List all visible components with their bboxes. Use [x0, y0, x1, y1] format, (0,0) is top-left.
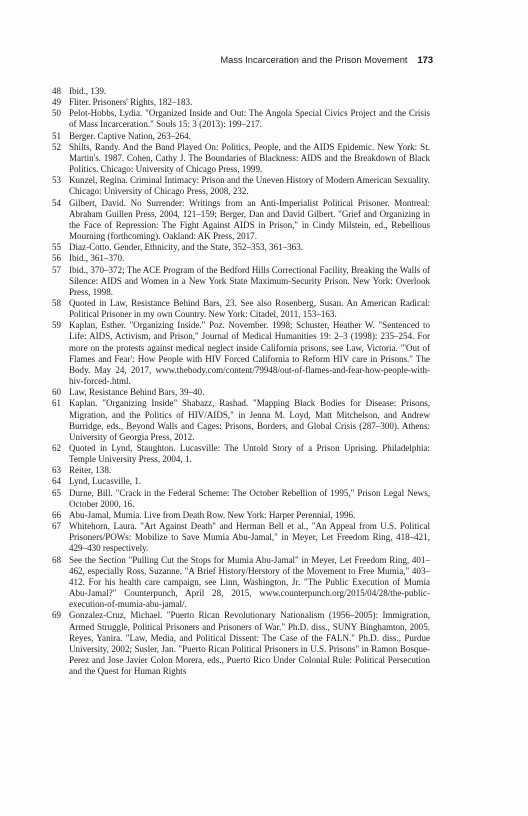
endnote-text: Durne, Bill. "Crack in the Federal Scheme: The October Rebellion of 1995," Prison Legal News, October 2000, 16.	[69, 487, 430, 509]
endnote-number: 64	[52, 476, 62, 487]
endnote	[52, 320, 430, 387]
endnote-number: 68	[52, 554, 62, 565]
endnote-text: Kaplan, Esther. "Organizing Inside." Poz. November. 1998; Schuster, Heather W. "Sentenced to Life: AIDS, Activism, and Prison," Journal of Medical Humanities 19: 2–3 (1998): 235–254. For more on the protests against medical neglect inside California prisons, see Law, Victoria. "'Out of Flames and Fear': How People with HIV Forced California to Reform HIV care in Prisons." The Body. May 24, 2017, www.thebody.com/content/79948/out-of-flames-and-fear-how-people-with-hiv-forced-.html.	[69, 320, 430, 387]
endnote-number: 67	[52, 521, 62, 532]
running-head	[60, 55, 433, 65]
endnote-text: Abu-Jamal, Mumia. Live from Death Row. New York: Harper Perennial, 1996.	[69, 509, 356, 520]
endnote-text: Whitehorn, Laura. "Art Against Death" and Herman Bell et al., "An Appeal from U.S. Political Prisoners/POWs: Mobilize to Save Mumia Abu-Jamal," in Meyer, Let Freedom Ring, 418–421, 429–430 respectively.	[69, 521, 430, 554]
endnote-number: 60	[52, 387, 62, 398]
endnote	[52, 521, 430, 554]
endnote-number: 57	[52, 264, 62, 275]
page-number: 173	[417, 55, 433, 65]
endnote-text: Diaz-Cotto. Gender, Ethnicity, and the State, 352–353, 361–363.	[69, 242, 303, 253]
endnote-number: 55	[52, 242, 62, 253]
endnote-text: Ibid., 370–372; The ACE Program of the Bedford Hills Correctional Facility, Breaking the Walls of Silence: AIDS and Women in a New York State Maximum-Security Prison. New York: Overlook Press, 1998.	[69, 264, 430, 297]
endnote	[52, 142, 430, 175]
endnote-text: Lynd, Lucasville, 1.	[69, 476, 142, 487]
endnote-number: 49	[52, 97, 62, 108]
endnotes-list	[52, 86, 430, 677]
endnote	[52, 510, 430, 521]
endnote-number: 65	[52, 487, 62, 498]
endnote-text: Ibid., 139.	[69, 86, 107, 96]
endnote	[52, 610, 430, 677]
endnote-text: Pelot-Hobbs, Lydia. "Organized Inside and Out: The Angola Special Civics Project and the Crisis of Mass Incarceration." Souls 15: 3 (2013): 199–217.	[69, 108, 430, 130]
endnote-text: Gilbert, David. No Surrender: Writings from an Anti-Imperialist Political Prisoner. Montreal: Abraham Guillen Press, 2004, 121–159; Berger, Dan and David Gilbert. "Grief and Organizing in the Face of Repression: The Fight Against AIDS in Prison," in Cindy Milstein, ed., Rebellious Mourning (forthcoming). Oakland: AK Press, 2017.	[69, 197, 430, 242]
endnote-number: 61	[52, 398, 62, 409]
endnote-text: Shilts, Randy. And the Band Played On: Politics, People, and the AIDS Epidemic. New York: St. Martin's. 1987. Cohen, Cathy J. The Boundaries of Blackness: AIDS and the Breakdown of Black Politics. Chicago: University of Chicago Press, 1999.	[69, 141, 430, 175]
endnote	[52, 398, 430, 443]
endnote-number: 69	[52, 610, 62, 621]
endnote-number: 52	[52, 141, 62, 152]
endnote-text: Reiter, 138.	[69, 465, 112, 476]
running-head-title: Mass Incarceration and the Prison Movement	[220, 55, 408, 65]
endnote-text: Kunzel, Regina. Criminal Intimacy: Prison and the Uneven History of Modern American Sexuality. Chicago: University of Chicago Press, 2008, 232.	[69, 175, 430, 197]
endnote	[52, 488, 430, 510]
endnote-text: Law, Resistance Behind Bars, 39–40.	[69, 387, 205, 398]
endnote	[52, 298, 430, 320]
endnote-text: See the Section "Pulling Cut the Stops for Mumia Abu-Jamal" in Meyer, Let Freedom Ring, 401–462, especially Ross, Suzanne. "A Brief History/Herstory of the Movement to Free Mumia," 403–412. For his health care campaign, see Linn, Washington, Jr. "The Public Execution of Mumia Abu-Jamal?" Counterpunch, April 28, 2015, www.counterpunch.org/2015/04/28/the-public-execution-of-mumia-abu-jamal/.	[69, 554, 430, 610]
endnote-number: 54	[52, 197, 62, 208]
endnote-text: Quoted in Lynd, Staughton. Lucasville: The Untold Story of a Prison Uprising. Philadelphia: Temple University Press, 2004, 1.	[69, 443, 430, 465]
endnote	[52, 443, 430, 465]
endnote	[52, 97, 430, 108]
endnote-text: Kaplan. "Organizing Inside" Shabazz, Rashad. "Mapping Black Bodies for Disease: Prisons, Migration, and the Politics of HIV/AIDS," in Jenna M. Loyd, Matt Mitchelson, and Andrew Burridge, eds., Beyond Walls and Cages: Prisons, Borders, and Global Crisis (287–300). Athens: University of Georgia Press, 2012.	[69, 398, 430, 442]
endnote	[52, 253, 430, 264]
endnote-text: Quoted in Law, Resistance Behind Bars, 23. See also Rosenberg, Susan. An American Radical: Political Prisoner in my own Country. New York: Citadel, 2011, 153–163.	[69, 297, 430, 320]
endnote	[52, 265, 430, 298]
endnote-number: 50	[52, 108, 62, 119]
endnote	[52, 198, 430, 243]
endnote	[52, 175, 430, 197]
endnote-number: 63	[52, 465, 62, 476]
endnote	[52, 476, 430, 487]
endnote	[52, 131, 430, 142]
endnote-text: Ibid., 361–370.	[69, 253, 125, 264]
endnote	[52, 465, 430, 476]
endnote-number: 62	[52, 443, 62, 453]
endnote	[52, 86, 430, 97]
endnote-text: Gonzalez-Cruz, Michael. "Puerto Rican Revolutionary Nationalism (1956–2005): Immigration, Armed Struggle, Political Prisoners and Prisoners of War." Ph.D. diss., SUNY Binghamton, 2005. Reyes, Yanira. "Law, Media, and Political Dissent: The Case of the FALN." Ph.D. diss., Purdue University, 2002; Susler, Jan. "Puerto Rican Political Prisoners in U.S. Prisons" in Ramon Bosque-Perez and Jose Javier Colon Morera, eds., Puerto Rico Under Colonial Rule: Political Persecution and the Quest for Human Rights	[69, 610, 430, 677]
endnote	[52, 555, 430, 611]
endnote	[52, 108, 430, 130]
endnote-number: 48	[52, 86, 62, 96]
endnote-number: 56	[52, 253, 62, 264]
endnote-number: 58	[52, 297, 62, 308]
endnote-text: Fliter. Prisoners' Rights, 182–183.	[69, 97, 193, 108]
endnote-number: 66	[52, 509, 62, 520]
endnote-number: 59	[52, 320, 62, 331]
endnote-number: 53	[52, 175, 62, 186]
endnote-number: 51	[52, 130, 62, 141]
endnote	[52, 387, 430, 398]
endnote-text: Berger. Captive Nation, 263–264.	[69, 130, 191, 141]
endnote	[52, 242, 430, 253]
